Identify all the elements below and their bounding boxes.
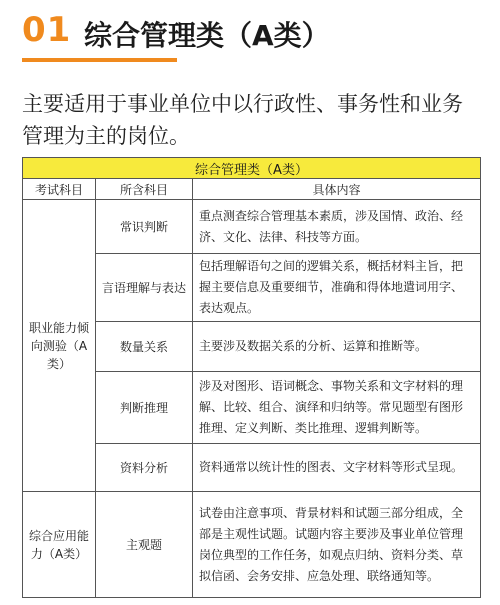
section-heading (0, 8, 500, 52)
subject-cell: 常识判断 (96, 200, 193, 254)
content-cell: 资料通常以统计性的图表、文字材料等形式呈现。 (193, 444, 481, 492)
content-cell: 涉及对图形、语词概念、事物关系和文字材料的理解、比较、组合、演绎和归纳等。常见题型有图形推理、定义判断、类比推理、逻辑判断等。 (193, 372, 481, 444)
content-cell: 试卷由注意事项、背景材料和试题三部分组成，全部是主观性试题。试题内容主要涉及事业单位管理岗位典型的工作任务，如观点归纳、资料分类、草拟信函、会务安排、应急处理、联络通知等。 (193, 492, 481, 598)
table-banner-row (23, 158, 481, 179)
table-row (23, 492, 481, 598)
content-cell: 主要涉及数据关系的分析、运算和推断等。 (193, 322, 481, 372)
exam-name: 综合应用能力（A类） (29, 528, 90, 561)
content-cell: 包括理解语句之间的逻辑关系，概括材料主旨，把握主要信息及重要细节，准确和得体地遣词用字、表达观点。 (193, 254, 481, 322)
section-title: 综合管理类（A类） (84, 19, 330, 52)
table-header-row (23, 179, 481, 200)
subject-cell: 数量关系 (96, 322, 193, 372)
exam-subjects-table (22, 157, 481, 598)
subject-label: 言语理解与表达 (101, 280, 186, 295)
table-row (23, 200, 481, 254)
column-header-exam: 考试科目 (23, 179, 96, 200)
exam-name: 职业能力倾向测验（A类） (29, 320, 90, 371)
content-cell: 重点测查综合管理基本素质，涉及国情、政治、经济、文化、法律、科技等方面。 (193, 200, 481, 254)
exam-cell (23, 200, 96, 492)
subject-cell: 判断推理 (96, 372, 193, 444)
section-number: 01 (22, 10, 72, 50)
column-header-content: 具体内容 (193, 179, 481, 200)
title-underline (22, 58, 177, 62)
column-header-subject: 所含科目 (96, 179, 193, 200)
subject-cell: 主观题 (96, 492, 193, 598)
exam-cell (23, 492, 96, 598)
intro-paragraph: 主要适用于事业单位中以行政性、事务性和业务管理为主的岗位。 (22, 92, 463, 148)
table-banner: 综合管理类（A类） (23, 158, 481, 179)
subject-cell (96, 254, 193, 322)
subject-cell: 资料分析 (96, 444, 193, 492)
